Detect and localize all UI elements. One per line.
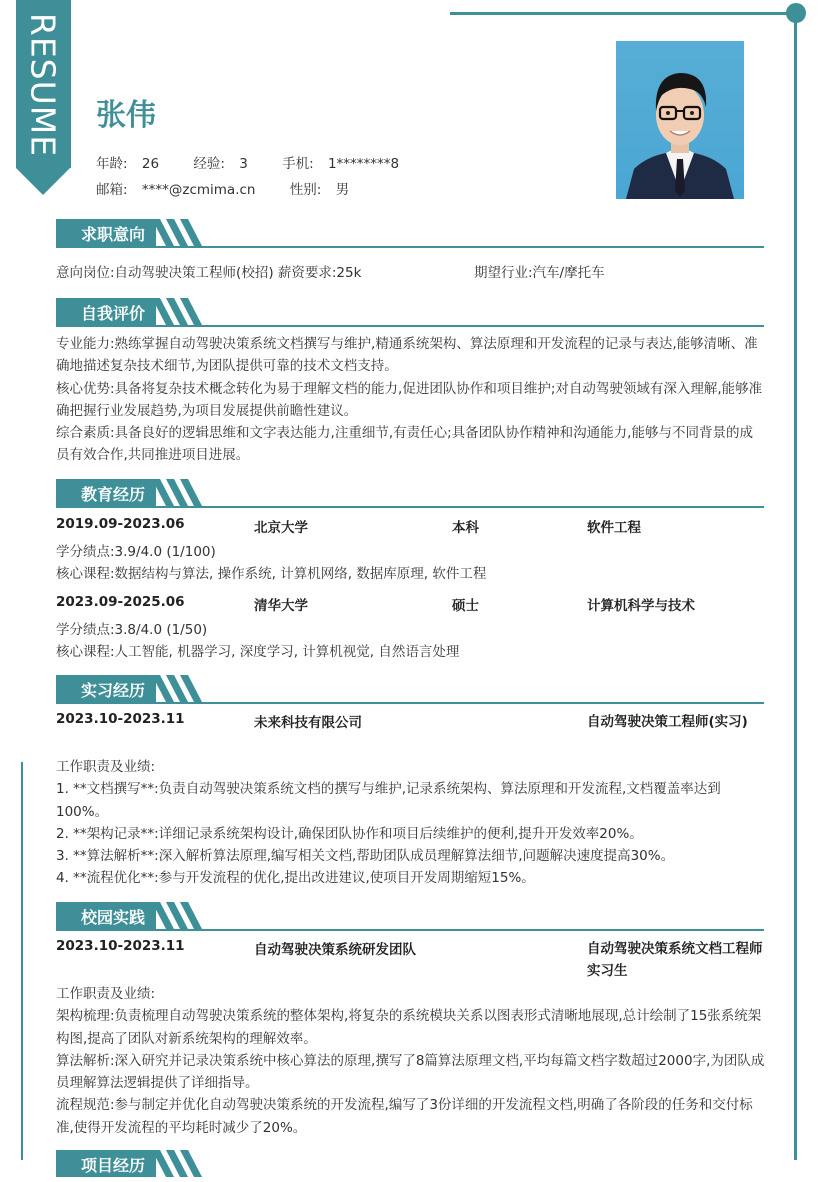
email-value: ****@zcmima.cn [141,182,256,198]
resume-ribbon-tip [16,168,70,195]
edu-degree: 本科 [452,520,479,536]
intent-industry: 期望行业:汽车/摩托车 [474,265,605,281]
age-label: 年龄: [96,156,128,172]
edu-date: 2023.09-2025.06 [56,594,185,610]
campus-org: 自动驾驶决策系统研发团队 [254,942,416,958]
resume-ribbon-text: RESUME [23,12,63,158]
right-decor-line [794,14,797,1160]
duty-item: 算法解析:深入研究并记录决策系统中核心算法的原理,撰写了8篇算法原理文档,平均每篇文档字数超过2000字,为团队成员理解算法逻辑提供了详细指导。 [56,1052,765,1092]
campus-date: 2023.10-2023.11 [56,938,185,954]
intern-date: 2023.10-2023.11 [56,711,185,727]
person-portrait-icon [616,41,744,199]
edu-school: 清华大学 [254,598,308,614]
duty-label: 工作职责及业绩: [56,986,156,1002]
duty-item: 流程规范:参与制定并优化自动驾驶决策系统的开发流程,编写了3份详细的开发流程文档,明确了各阶段的任务和交付标准,使得开发流程的平均耗时减少了20%。 [56,1097,753,1136]
campus-duties [56,983,766,1139]
top-decor-line [450,12,796,15]
stripe-icon [152,675,204,702]
email-label: 邮箱: [96,182,128,198]
section-title-intent: 求职意向 [81,225,146,244]
info-row-2 [96,178,349,198]
age-value: 26 [141,156,160,172]
edu-date: 2019.09-2023.06 [56,516,185,532]
section-title-edu: 教育经历 [81,485,146,504]
section-header-self [56,298,764,330]
edu-gpa: 学分绩点:3.8/4.0 (1/50) [56,622,208,638]
campus-role: 自动驾驶决策系统文档工程师实习生 [587,941,763,979]
duty-item: 3. **算法解析**:深入解析算法原理,编写相关文档,帮助团队成员理解算法细节,问题解决速度提高30%。 [56,848,675,865]
section-title-next: 项目经历 [81,1156,146,1175]
duty-item: 1. **文档撰写**:负责自动驾驶决策系统文档的撰写与维护,记录系统架构、算法原理和开发流程,文档覆盖率达到100%。 [56,781,721,820]
section-header-campus [56,902,764,934]
edu-gpa: 学分绩点:3.9/4.0 (1/100) [56,544,216,560]
duty-item: 4. **流程优化**:参与开发流程的优化,提出改进建议,使项目开发周期缩短15%。 [56,870,535,887]
exp-label: 经验: [193,156,225,172]
edu-courses: 核心课程:数据结构与算法, 操作系统, 计算机网络, 数据库原理, 软件工程 [56,566,487,582]
intent-position: 意向岗位:自动驾驶决策工程师(校招) 薪资要求:25k [56,265,362,281]
stripe-icon [152,902,204,929]
stripe-icon [152,479,204,506]
gender-value: 男 [335,182,350,198]
duty-item: 架构梳理:负责梳理自动驾驶决策系统的整体架构,将复杂的系统模块关系以图表形式清晰地展现,总计绘制了15张系统架构图,提高了团队对新系统架构的理解效率。 [56,1008,762,1047]
self-eval-item: 综合素质:具备良好的逻辑思维和文字表达能力,注重细节,有责任心;具备团队协作精神和沟通能力,能够与不同背景的成员有效合作,共同推进项目进展。 [56,425,753,464]
section-title-intern: 实习经历 [81,681,146,700]
edu-major: 计算机科学与技术 [587,598,695,614]
left-decor-line [21,762,23,1160]
edu-major: 软件工程 [587,520,641,536]
info-row-1 [96,152,399,172]
intern-role: 自动驾驶决策工程师(实习) [587,714,748,730]
stripe-icon [152,298,204,325]
exp-value: 3 [239,156,248,172]
phone-label: 手机: [282,156,314,172]
section-title-campus: 校园实践 [81,908,146,927]
section-header-intent [56,219,764,251]
section-header-edu [56,479,764,511]
phone-value: 1********8 [327,156,400,172]
duty-label: 工作职责及业绩: [56,759,156,775]
duty-item: 2. **架构记录**:详细记录系统架构设计,确保团队协作和项目后续维护的便利,提升开发效率20%。 [56,825,643,842]
self-eval-item: 核心优势:具备将复杂技术概念转化为易于理解文档的能力,促进团队协作和项目维护;对自动驾驶领域有深入理解,能够准确把握行业发展趋势,为项目发展提供前瞻性建议。 [56,380,763,419]
edu-courses: 核心课程:人工智能, 机器学习, 深度学习, 计算机视觉, 自然语言处理 [56,644,460,660]
stripe-icon [152,219,204,246]
section-header-intern [56,675,764,707]
section-title-self: 自我评价 [81,304,146,323]
intern-company: 未来科技有限公司 [254,715,362,731]
edu-degree: 硕士 [452,598,479,614]
gender-label: 性别: [289,182,322,198]
avatar-photo [616,41,744,199]
self-eval-item: 专业能力:熟练掌握自动驾驶决策系统文档撰写与维护,精通系统架构、算法原理和开发流程的记录与表达,能够清晰、准确地描述复杂技术细节,为团队提供可靠的技术文档支持。 [56,336,758,375]
self-eval-block [56,333,766,467]
edu-school: 北京大学 [254,520,308,536]
section-header-next [56,1150,764,1182]
stripe-icon [152,1150,204,1177]
intern-duties [56,756,766,890]
candidate-name: 张伟 [96,98,156,133]
